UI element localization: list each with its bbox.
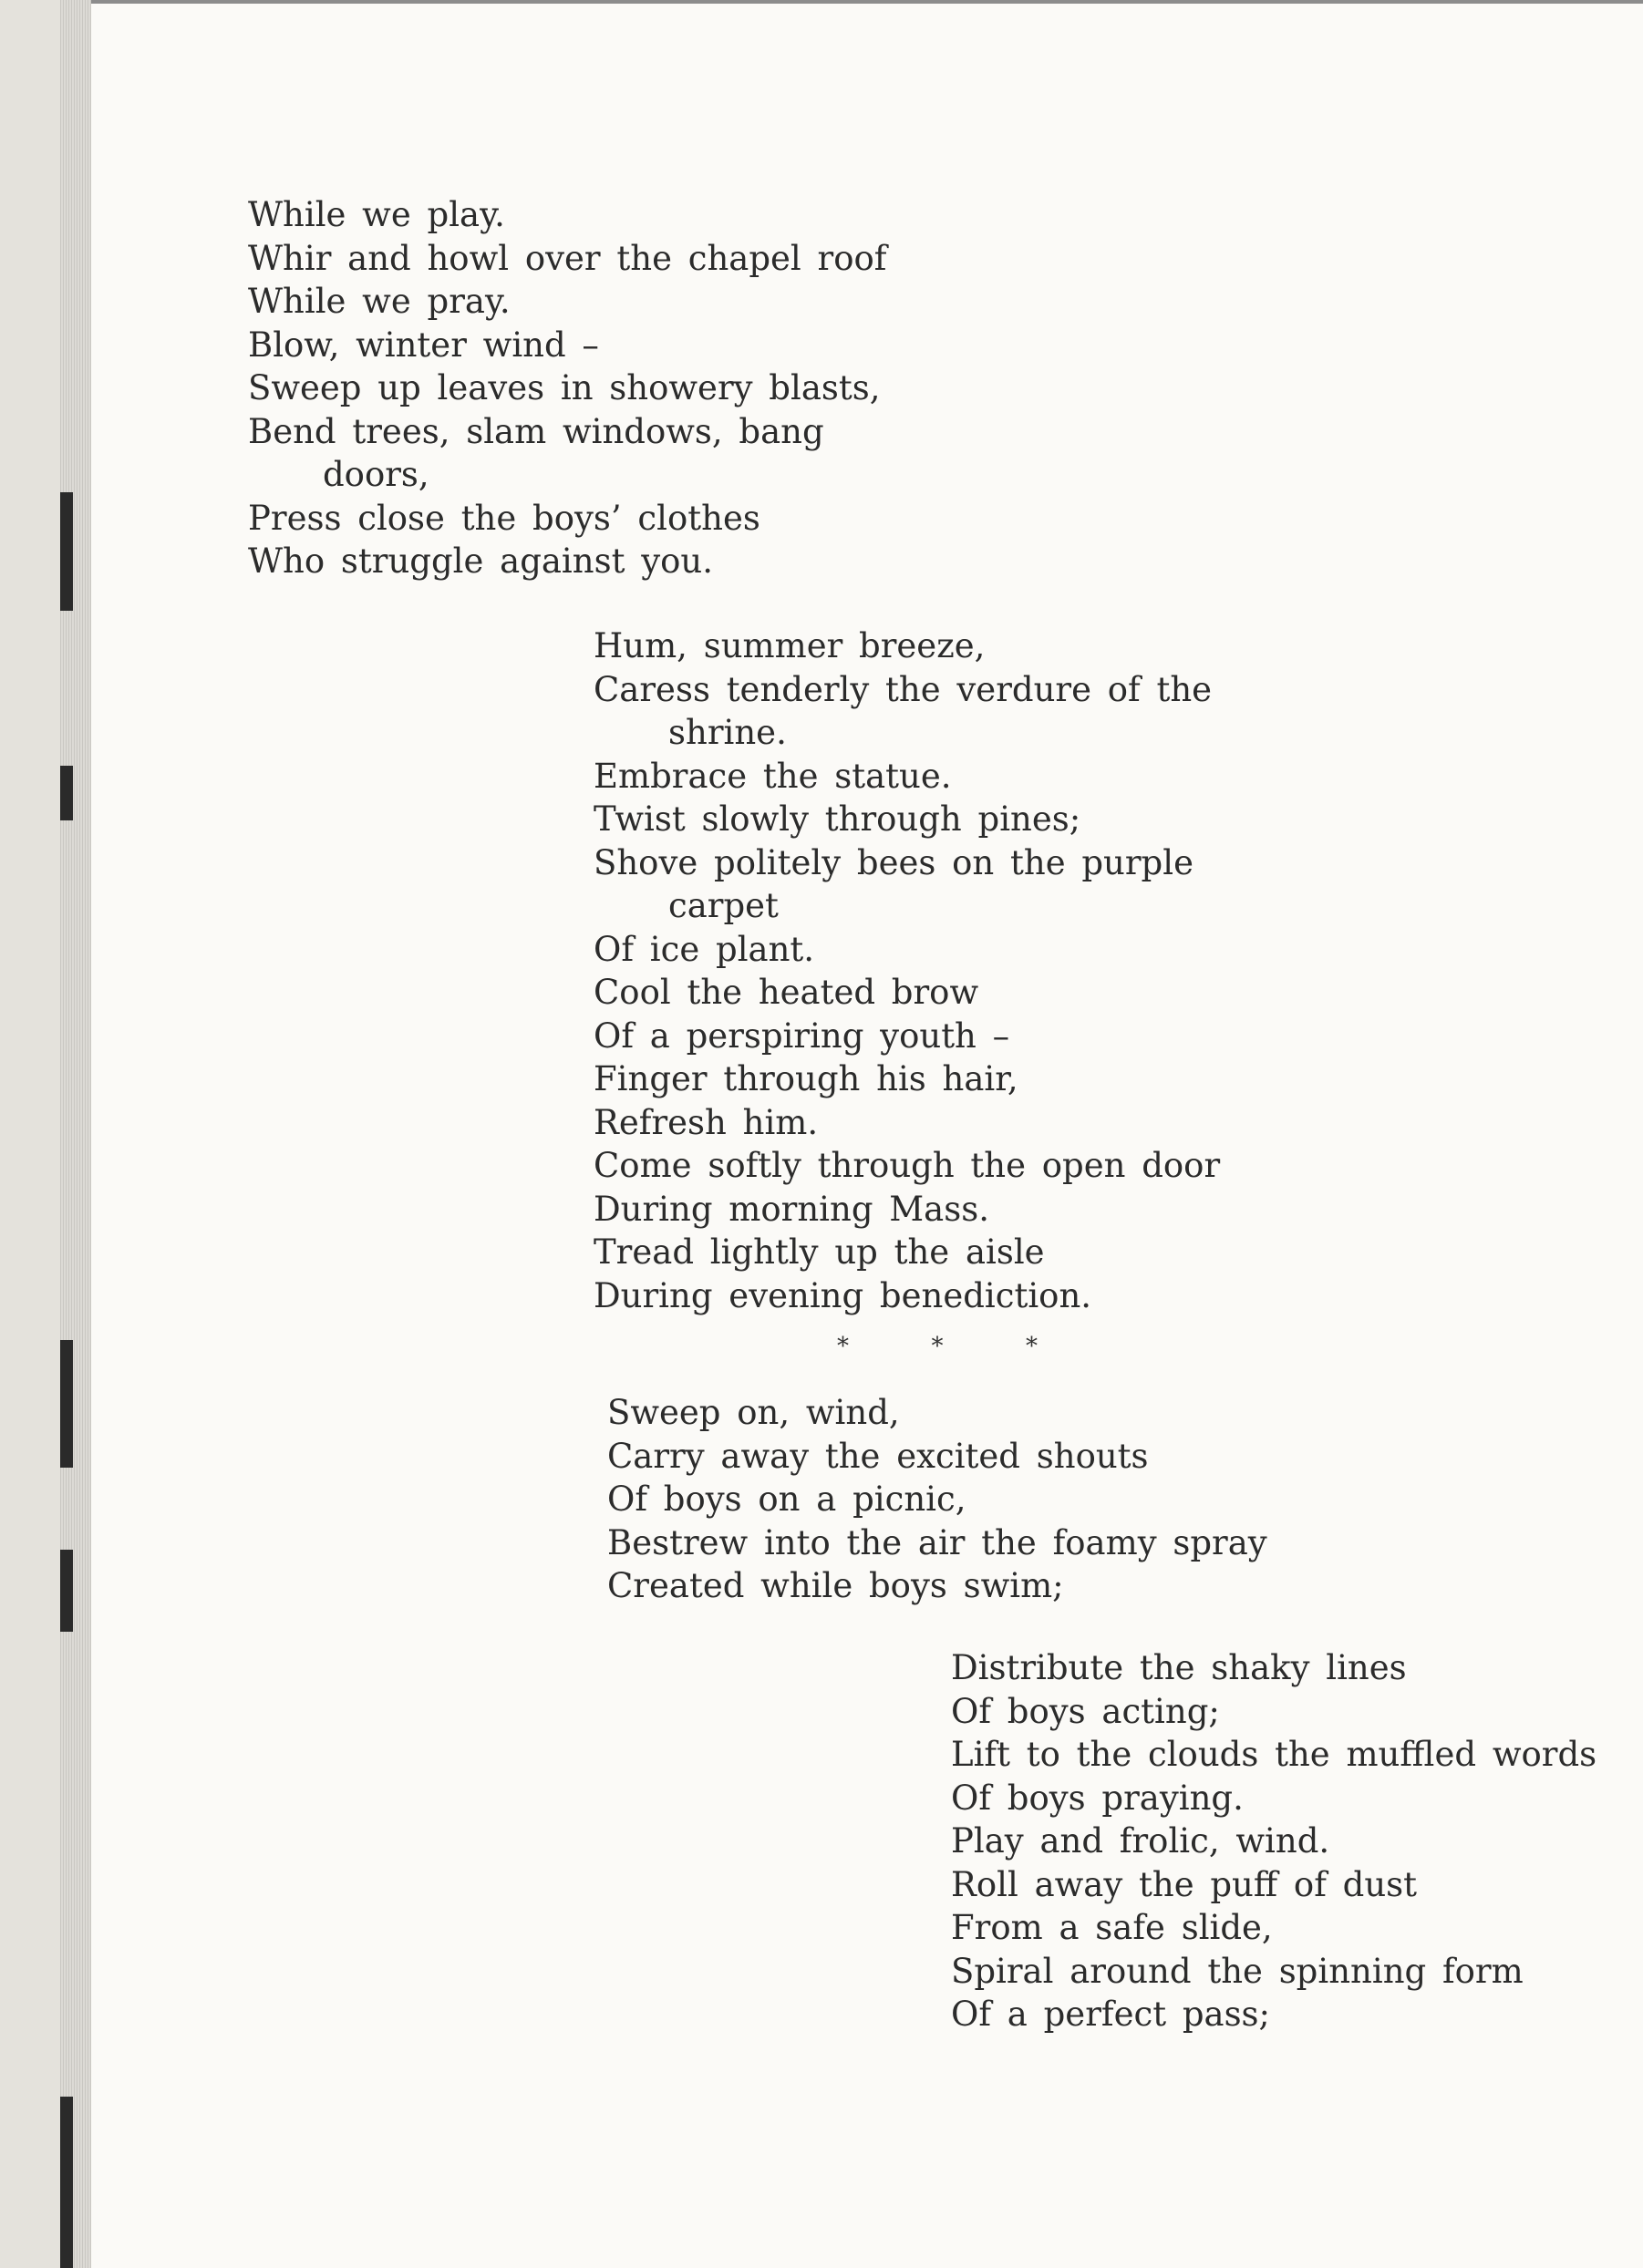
poem-line: Lift to the clouds the muffled words bbox=[951, 1735, 1597, 1774]
poem-line: Embrace the statue. bbox=[594, 756, 952, 796]
binding-mark bbox=[60, 1550, 73, 1632]
stanza-sweep bbox=[607, 1391, 1267, 1608]
stanza-distribute bbox=[951, 1646, 1596, 2036]
poem-line: Bestrew into the air the foamy spray bbox=[607, 1522, 1267, 1562]
poem-line: carpet bbox=[668, 886, 779, 925]
page-binding bbox=[0, 0, 91, 2268]
page-top-edge bbox=[91, 0, 1643, 4]
binding-mark bbox=[60, 766, 73, 820]
divider-asterisk: * bbox=[837, 1333, 849, 1360]
poem-line: During morning Mass. bbox=[594, 1189, 989, 1229]
poem-line: Shove politely bees on the purple bbox=[594, 842, 1194, 882]
poem-line: Carry away the excited shouts bbox=[607, 1436, 1149, 1476]
poem-line: shrine. bbox=[668, 713, 787, 752]
poem-line: Of a perfect pass; bbox=[951, 1995, 1271, 2034]
poem-line: Distribute the shaky lines bbox=[951, 1648, 1407, 1687]
poem-line: Twist slowly through pines; bbox=[594, 799, 1081, 839]
poem-line: Sweep on, wind, bbox=[607, 1393, 900, 1432]
poem-line: While we pray. bbox=[248, 282, 511, 321]
poem-line: Of boys on a picnic, bbox=[607, 1479, 966, 1519]
stanza-summer bbox=[594, 624, 1220, 1317]
poem-line: Come softly through the open door bbox=[594, 1146, 1221, 1185]
poem-line: During evening benediction. bbox=[594, 1275, 1092, 1315]
poem-line: Hum, summer breeze, bbox=[594, 626, 986, 665]
binding-mark bbox=[60, 1340, 73, 1468]
poem-line: Blow, winter wind – bbox=[248, 325, 599, 365]
stanza-winter bbox=[248, 193, 886, 583]
poem-line: Of boys praying. bbox=[951, 1778, 1244, 1818]
binding-edge bbox=[60, 0, 91, 2268]
poem-line: Cool the heated brow bbox=[594, 973, 979, 1012]
poem-line: Of ice plant. bbox=[594, 929, 815, 969]
divider-asterisk: * bbox=[1026, 1333, 1038, 1360]
divider-asterisk: * bbox=[931, 1333, 944, 1360]
section-divider bbox=[837, 1333, 1038, 1360]
poem-line: Spiral around the spinning form bbox=[951, 1951, 1524, 1991]
poem-line: Tread lightly up the aisle bbox=[594, 1232, 1045, 1272]
poem-line: From a safe slide, bbox=[951, 1908, 1273, 1947]
poem-line: Of boys acting; bbox=[951, 1691, 1220, 1731]
binding-mark bbox=[60, 2097, 73, 2268]
poem-line: While we play. bbox=[248, 195, 505, 234]
poem-line: Whir and howl over the chapel roof bbox=[248, 238, 887, 278]
poem-line: Bend trees, slam windows, bang bbox=[248, 411, 824, 451]
poem-line: Press close the boys’ clothes bbox=[248, 498, 760, 538]
poem-line: Finger through his hair, bbox=[594, 1059, 1018, 1098]
binding-mark bbox=[60, 492, 73, 611]
poem-line: Created while boys swim; bbox=[607, 1566, 1064, 1605]
poem-page bbox=[91, 0, 1643, 2268]
poem-line: Play and frolic, wind. bbox=[951, 1821, 1330, 1861]
poem-line: Of a perspiring youth – bbox=[594, 1015, 1010, 1056]
poem-line: Refresh him. bbox=[594, 1102, 819, 1142]
poem-line: doors, bbox=[323, 455, 429, 494]
poem-line: Caress tenderly the verdure of the bbox=[594, 669, 1213, 709]
poem-line: Who struggle against you. bbox=[248, 541, 713, 581]
poem-line: Roll away the puff of dust bbox=[951, 1864, 1418, 1904]
poem-line: Sweep up leaves in showery blasts, bbox=[248, 368, 881, 407]
